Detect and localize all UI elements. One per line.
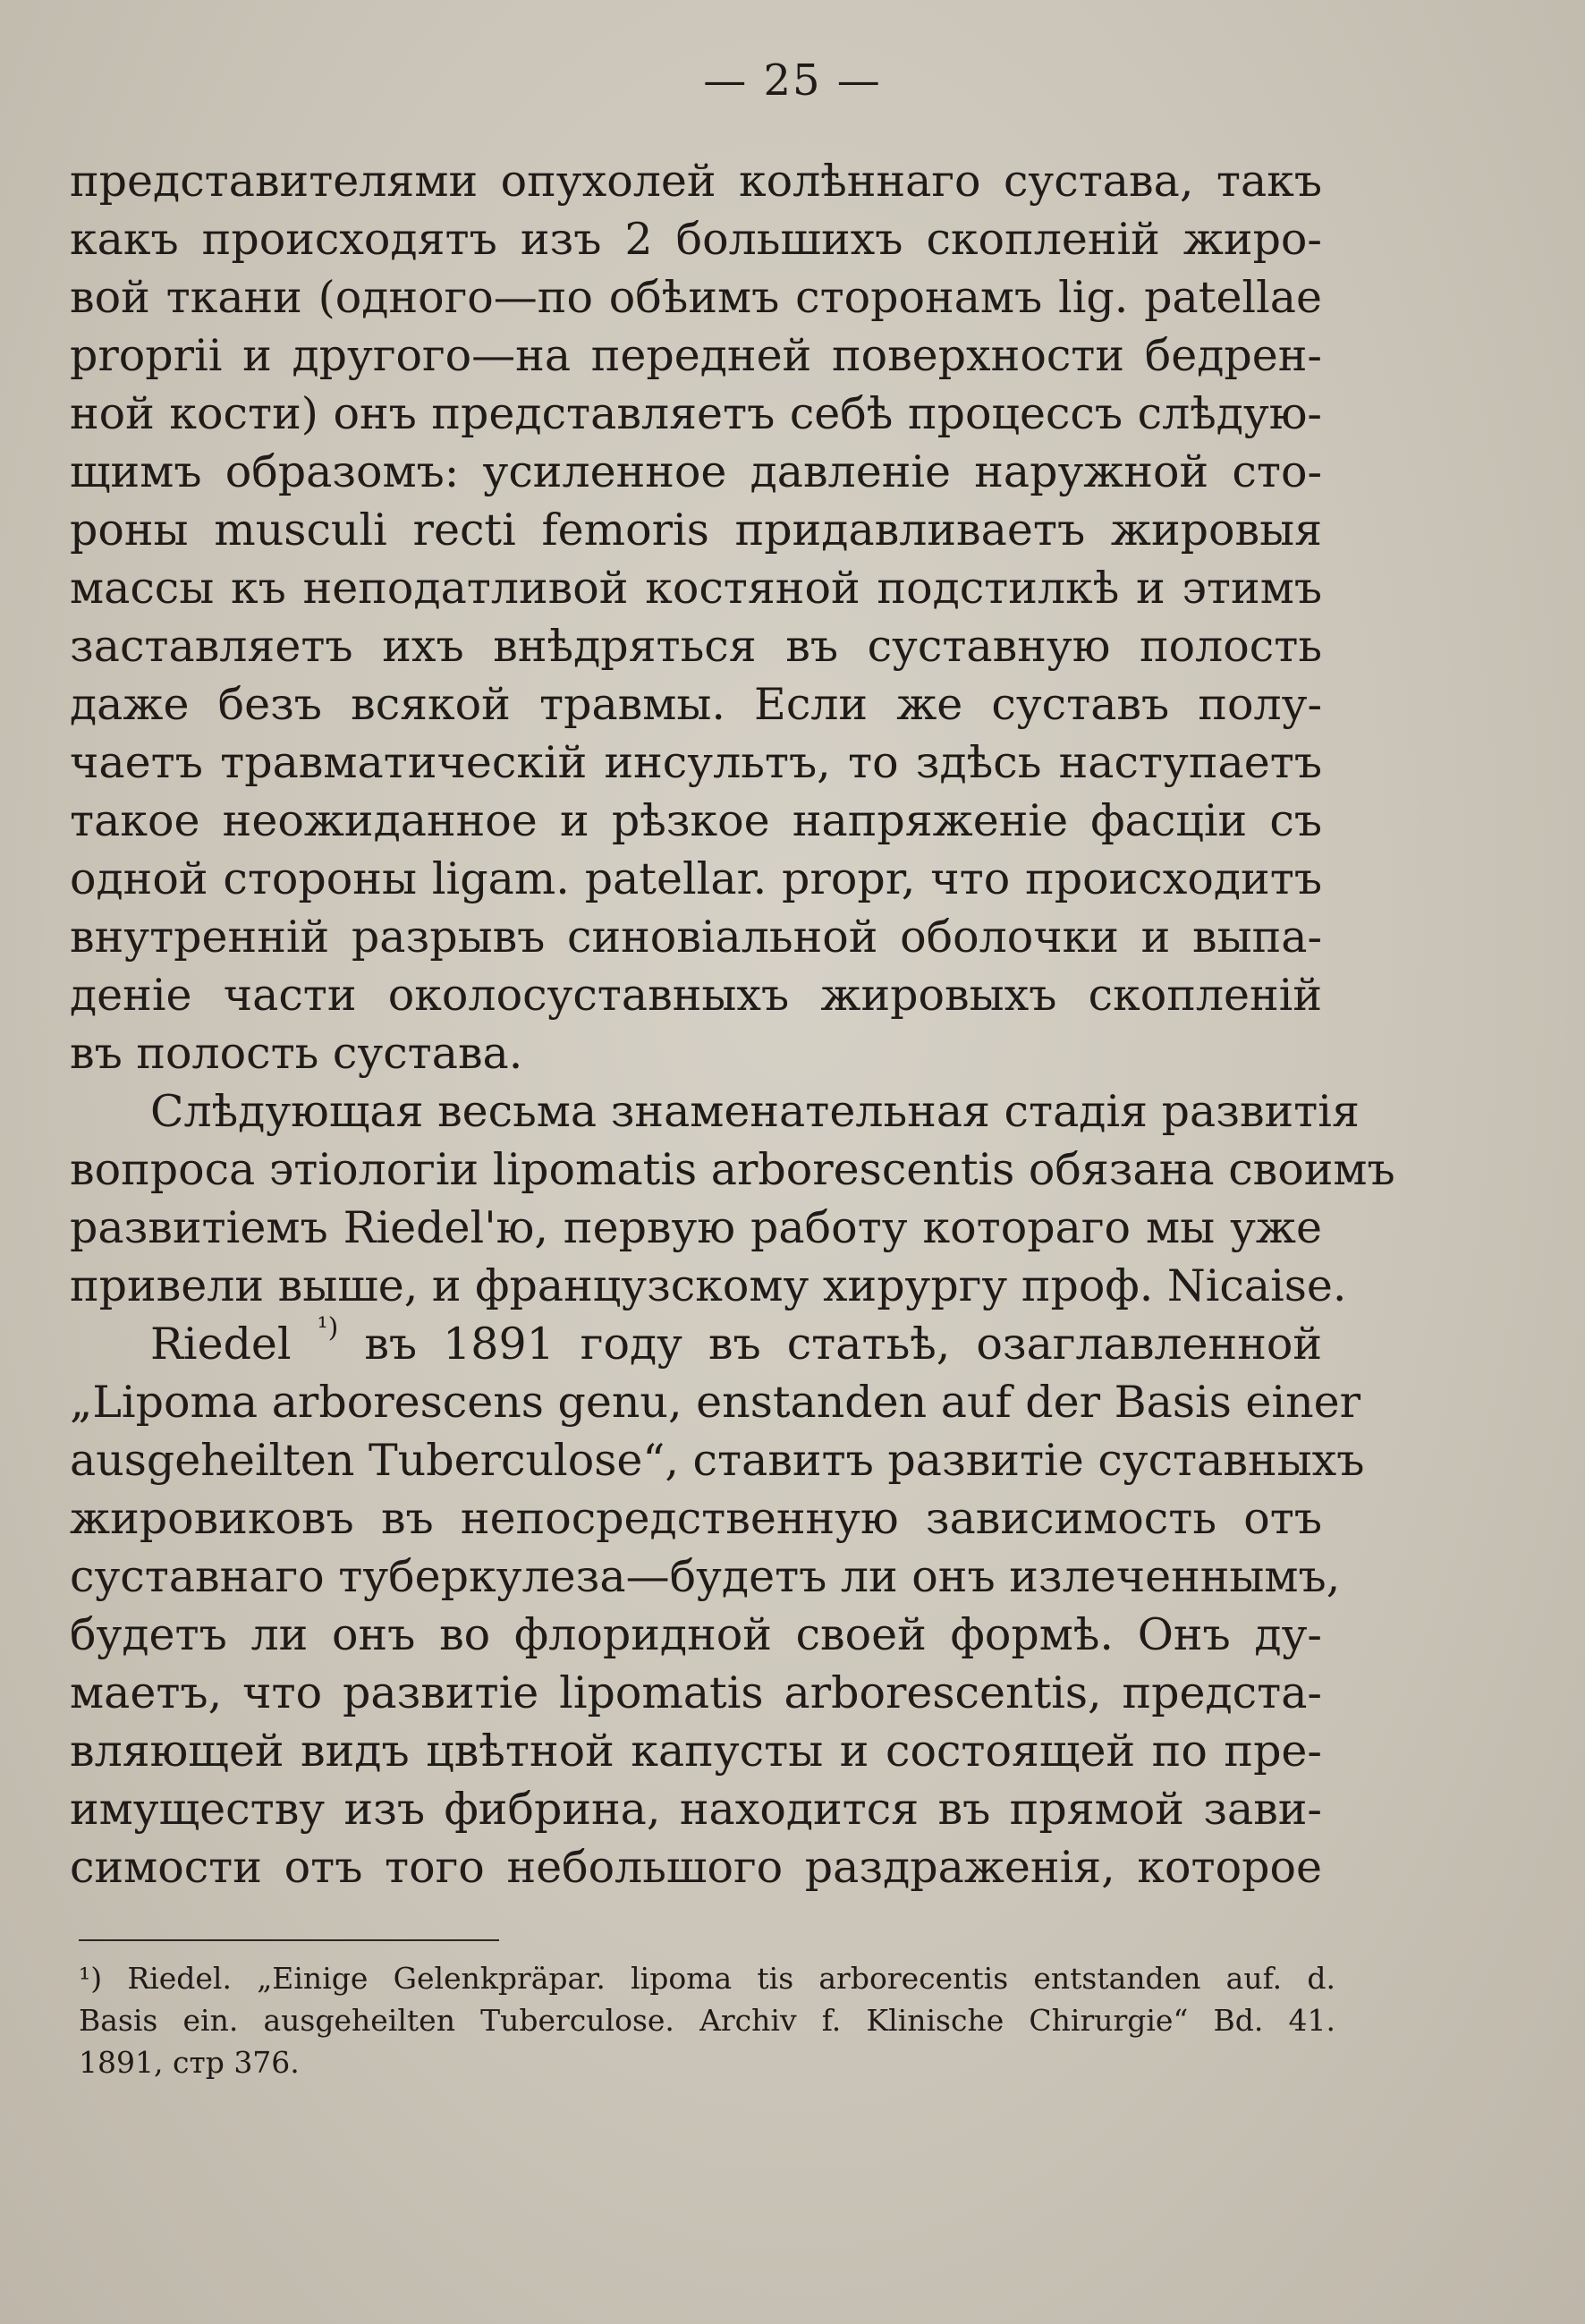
footnote-line: Basis ein. ausgeheilten Tuberculose. Archiv f. Klinische Chirurgie“ Bd. 41. (79, 2003, 1335, 2038)
text-line: Слѣдующая весьма знаменательная стадія развитія (150, 1086, 1360, 1137)
text-line: заставляетъ ихъ внѣдряться въ суставную полость (70, 621, 1322, 672)
text-line: ausgeheilten Tuberculose“, ставитъ развитіе суставныхъ (70, 1435, 1365, 1486)
text-line: вой ткани (одного—по обѣимъ сторонамъ lig. patellae (70, 272, 1322, 323)
text-line: жировиковъ въ непосредственную зависимость отъ (70, 1493, 1322, 1544)
text-line: маетъ, что развитіе lipomatis arborescentis, предста- (70, 1667, 1322, 1718)
text-line: привели выше, и французскому хирургу проф. Nicaise. (70, 1260, 1347, 1311)
text-line: имуществу изъ фибрина, находится въ прямой зави- (70, 1784, 1322, 1835)
footnote (79, 1957, 1335, 2083)
text-line: какъ происходятъ изъ 2 большихъ скопленій жиро- (70, 214, 1322, 265)
text-line-with-footnote-ref (70, 1312, 1323, 1373)
footnote-line: ¹) Riedel. „Einige Gelenkpräpar. lipoma tis arborecentis entstanden auf. d. (79, 1961, 1335, 1996)
text-line: даже безъ всякой травмы. Если же суставъ полу- (70, 679, 1322, 730)
text-line: „Lipoma arborescens genu, enstanden auf der Basis einer (70, 1377, 1361, 1428)
text-segment: въ 1891 году въ статьѣ, озаглавленной (364, 1319, 1323, 1370)
text-line: массы къ неподатливой костяной подстилкѣ и этимъ (70, 563, 1322, 614)
text-line: ной кости) онъ представляетъ себѣ процессъ слѣдую- (70, 388, 1322, 439)
text-line: будетъ ли онъ во флоридной своей формѣ. Онъ ду- (70, 1609, 1322, 1660)
text-line: щимъ образомъ: усиленное давленіе наружной сто- (70, 446, 1322, 497)
text-line: деніе части околосуставныхъ жировыхъ скопленій (70, 970, 1322, 1021)
text-line: вляющей видъ цвѣтной капусты и состоящей по пре- (70, 1726, 1322, 1777)
author-name: Riedel (150, 1319, 292, 1370)
text-line: роны musculi recti femoris придавливаетъ жировыя (70, 505, 1322, 556)
text-line: одной стороны ligam. patellar. propr, что происходитъ (70, 853, 1322, 904)
text-line: proprii и другого—на передней поверхности бедрен- (70, 330, 1322, 381)
text-line: такое неожиданное и рѣзкое напряженіе фасціи съ (70, 795, 1322, 846)
footnote-line: 1891, стр 376. (79, 2045, 300, 2080)
text-line: развитіемъ Riedel'ю, первую работу котораго мы уже (70, 1202, 1322, 1253)
footnote-marker: ¹) (317, 1312, 339, 1344)
text-line: чаетъ травматическій инсультъ, то здѣсь наступаетъ (70, 737, 1322, 788)
text-line: вопроса этіологіи lipomatis arborescentis обязана своимъ (70, 1144, 1395, 1195)
main-text (70, 152, 1395, 1896)
page-number: — 25 — (703, 55, 882, 106)
text-line: представителями опухолей колѣннаго сустава, такъ (70, 156, 1322, 207)
text-line: въ полость сустава. (70, 1028, 523, 1079)
text-line: суставнаго туберкулеза—будетъ ли онъ излеченнымъ, (70, 1551, 1341, 1602)
text-line: внутренній разрывъ синовіальной оболочки и выпа- (70, 912, 1322, 963)
footnote-divider (79, 1939, 499, 1941)
text-line: симости отъ того небольшого раздраженія, которое (70, 1842, 1322, 1893)
